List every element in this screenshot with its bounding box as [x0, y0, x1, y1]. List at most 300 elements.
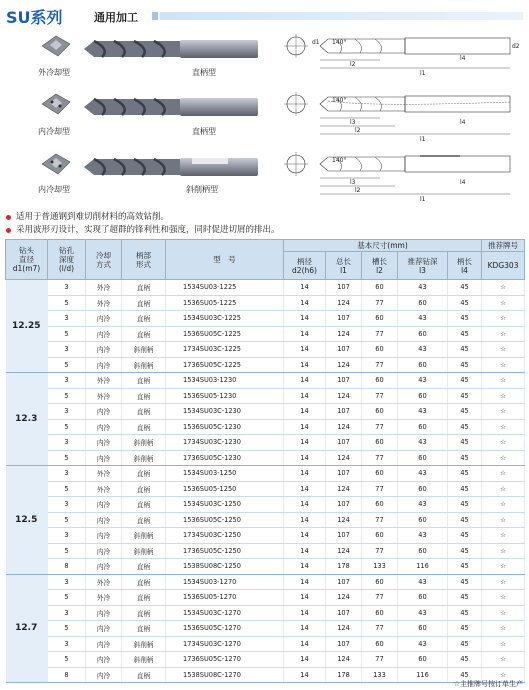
- l2-cell: 60: [362, 435, 398, 451]
- cooling-label: 外冷却型: [38, 68, 70, 77]
- d2-cell: 14: [284, 357, 326, 373]
- l3-cell: 60: [398, 621, 448, 637]
- model-cell: 1536SU05C-1250: [166, 512, 284, 528]
- l3-cell: 60: [398, 295, 448, 311]
- l2-cell: 77: [362, 512, 398, 528]
- col-depth: 钻孔 深度 (l/d): [48, 240, 86, 280]
- depth-cell: 5: [48, 512, 86, 528]
- depth-cell: 5: [48, 326, 86, 342]
- l1-cell: 124: [326, 543, 362, 559]
- cooling-cell: 内冷: [86, 667, 122, 683]
- cooling-cell: 外冷: [86, 481, 122, 497]
- d2-cell: 14: [284, 295, 326, 311]
- grade-cell: ☆: [482, 636, 525, 652]
- shank-label: 直柄型: [192, 127, 216, 136]
- col-d2: 柄径 d2(h6): [284, 252, 326, 280]
- col-dia: 钻头 直径 d1(m7): [6, 240, 48, 280]
- cooling-cell: 外冷: [86, 466, 122, 482]
- l3-cell: 60: [398, 512, 448, 528]
- shank-cell: 直柄: [122, 373, 166, 389]
- d2-cell: 14: [284, 574, 326, 590]
- svg-text:l4: l4: [460, 179, 466, 186]
- cooling-cell: 内冷: [86, 512, 122, 528]
- col-cooling: 冷却 方式: [86, 240, 122, 280]
- diameter-cell: 12.25: [6, 280, 48, 373]
- d2-cell: 14: [284, 636, 326, 652]
- shank-label: 直柄型: [192, 68, 216, 77]
- d2-cell: 14: [284, 559, 326, 575]
- l4-cell: 45: [448, 667, 482, 683]
- l4-cell: 45: [448, 481, 482, 497]
- drill-row-external: [0, 30, 529, 88]
- cooling-cell: 内冷: [86, 342, 122, 358]
- model-cell: 1538SU08C-1250: [166, 559, 284, 575]
- model-cell: 1536SU05-1230: [166, 388, 284, 404]
- cooling-cell: 内冷: [86, 528, 122, 544]
- l2-cell: 60: [362, 342, 398, 358]
- table-row: [6, 404, 525, 420]
- shank-cell: 直柄: [122, 497, 166, 513]
- d2-cell: 14: [284, 466, 326, 482]
- l1-cell: 178: [326, 667, 362, 683]
- depth-cell: 3: [48, 497, 86, 513]
- d2-cell: 14: [284, 605, 326, 621]
- svg-text:l1: l1: [420, 196, 426, 203]
- l3-cell: 60: [398, 419, 448, 435]
- grade-cell: ☆: [482, 311, 525, 327]
- l4-cell: 45: [448, 497, 482, 513]
- d2-cell: 14: [284, 280, 326, 296]
- l4-cell: 45: [448, 543, 482, 559]
- l3-cell: 60: [398, 326, 448, 342]
- l3-cell: 60: [398, 481, 448, 497]
- model-cell: 1736SU05C-1270: [166, 652, 284, 668]
- table-row: [6, 636, 525, 652]
- d2-cell: 14: [284, 326, 326, 342]
- drill-tip-icon: [36, 152, 76, 176]
- technical-drawing-3: [280, 148, 525, 206]
- depth-cell: 5: [48, 450, 86, 466]
- shank-cell: 斜削柄: [122, 636, 166, 652]
- grade-cell: ☆: [482, 435, 525, 451]
- l4-cell: 45: [448, 528, 482, 544]
- depth-cell: 3: [48, 636, 86, 652]
- grade-cell: ☆: [482, 357, 525, 373]
- l3-cell: 43: [398, 280, 448, 296]
- bullet-icon: [6, 228, 11, 233]
- col-grade-code: KDG303: [482, 252, 525, 280]
- drill-row-flatted: [0, 148, 529, 206]
- cooling-cell: 外冷: [86, 590, 122, 606]
- depth-cell: 5: [48, 357, 86, 373]
- l2-cell: 60: [362, 311, 398, 327]
- d2-cell: 14: [284, 652, 326, 668]
- l4-cell: 45: [448, 652, 482, 668]
- cooling-cell: 内冷: [86, 497, 122, 513]
- table-row: [6, 528, 525, 544]
- l3-cell: 43: [398, 435, 448, 451]
- l1-cell: 107: [326, 435, 362, 451]
- shank-cell: 直柄: [122, 326, 166, 342]
- drill-tip-icon: [36, 92, 76, 116]
- l1-cell: 124: [326, 450, 362, 466]
- table-row: [6, 419, 525, 435]
- l3-cell: 43: [398, 466, 448, 482]
- grade-cell: ☆: [482, 605, 525, 621]
- drill-image-straight: [80, 34, 260, 64]
- table-row: [6, 621, 525, 637]
- model-cell: 1536SU05C-1225: [166, 326, 284, 342]
- depth-cell: 5: [48, 481, 86, 497]
- series-subtitle: 通用加工: [94, 11, 138, 24]
- l1-cell: 178: [326, 559, 362, 575]
- table-row: [6, 280, 525, 296]
- table-row: [6, 590, 525, 606]
- model-cell: 1534SU03-1230: [166, 373, 284, 389]
- table-row: [6, 481, 525, 497]
- model-cell: 1538SU08C-1270: [166, 667, 284, 683]
- model-cell: 1536SU05-1270: [166, 590, 284, 606]
- grade-cell: ☆: [482, 280, 525, 296]
- cooling-cell: 内冷: [86, 326, 122, 342]
- l1-cell: 107: [326, 280, 362, 296]
- grade-cell: ☆: [482, 528, 525, 544]
- shank-cell: 直柄: [122, 419, 166, 435]
- l4-cell: 45: [448, 450, 482, 466]
- drill-row-internal: [0, 88, 529, 146]
- l4-cell: 45: [448, 419, 482, 435]
- cooling-cell: 内冷: [86, 621, 122, 637]
- l4-cell: 45: [448, 605, 482, 621]
- d2-cell: 14: [284, 388, 326, 404]
- model-cell: 1734SU03C-1225: [166, 342, 284, 358]
- depth-cell: 3: [48, 404, 86, 420]
- grade-cell: ☆: [482, 326, 525, 342]
- l1-cell: 107: [326, 466, 362, 482]
- cooling-cell: 外冷: [86, 280, 122, 296]
- note-item: 适用于普通钢到难切削材料的高效钻削。: [6, 211, 280, 224]
- shank-cell: 斜削柄: [122, 435, 166, 451]
- l2-cell: 77: [362, 450, 398, 466]
- l4-cell: 45: [448, 574, 482, 590]
- l1-cell: 107: [326, 404, 362, 420]
- l3-cell: 43: [398, 342, 448, 358]
- l2-cell: 77: [362, 357, 398, 373]
- drill-tip-icon: [36, 34, 76, 58]
- svg-text:l3: l3: [350, 179, 356, 186]
- l1-cell: 124: [326, 326, 362, 342]
- model-cell: 1536SU05-1250: [166, 481, 284, 497]
- svg-text:140°: 140°: [332, 157, 347, 164]
- model-cell: 1734SU03C-1250: [166, 528, 284, 544]
- l2-cell: 77: [362, 419, 398, 435]
- depth-cell: 5: [48, 590, 86, 606]
- l4-cell: 45: [448, 388, 482, 404]
- depth-cell: 5: [48, 621, 86, 637]
- model-cell: 1534SU03C-1225: [166, 311, 284, 327]
- depth-cell: 3: [48, 528, 86, 544]
- shank-cell: 直柄: [122, 404, 166, 420]
- grade-cell: ☆: [482, 450, 525, 466]
- shank-cell: 斜削柄: [122, 342, 166, 358]
- cooling-cell: 内冷: [86, 652, 122, 668]
- diameter-cell: 12.5: [6, 466, 48, 575]
- shank-cell: 直柄: [122, 388, 166, 404]
- l2-cell: 77: [362, 621, 398, 637]
- depth-cell: 3: [48, 435, 86, 451]
- table-row: [6, 512, 525, 528]
- l3-cell: 60: [398, 388, 448, 404]
- cooling-cell: 内冷: [86, 311, 122, 327]
- l3-cell: 43: [398, 605, 448, 621]
- depth-cell: 3: [48, 574, 86, 590]
- spec-table: [5, 239, 525, 683]
- d2-cell: 14: [284, 404, 326, 420]
- l2-cell: 77: [362, 481, 398, 497]
- shank-cell: 直柄: [122, 621, 166, 637]
- table-row: [6, 543, 525, 559]
- depth-cell: 3: [48, 280, 86, 296]
- grade-cell: ☆: [482, 481, 525, 497]
- d2-cell: 14: [284, 621, 326, 637]
- l2-cell: 60: [362, 636, 398, 652]
- depth-cell: 3: [48, 466, 86, 482]
- table-row: [6, 388, 525, 404]
- diameter-cell: 12.3: [6, 373, 48, 466]
- svg-text:l4: l4: [460, 55, 466, 62]
- bullet-icon: [6, 215, 11, 220]
- grade-cell: ☆: [482, 590, 525, 606]
- shank-cell: 直柄: [122, 605, 166, 621]
- model-cell: 1536SU05-1225: [166, 295, 284, 311]
- l2-cell: 133: [362, 667, 398, 683]
- spec-table-body: [6, 280, 525, 683]
- l3-cell: 43: [398, 574, 448, 590]
- l1-cell: 107: [326, 373, 362, 389]
- d2-cell: 14: [284, 481, 326, 497]
- l1-cell: 107: [326, 342, 362, 358]
- l2-cell: 77: [362, 543, 398, 559]
- cooling-cell: 内冷: [86, 435, 122, 451]
- l3-cell: 60: [398, 450, 448, 466]
- shank-cell: 直柄: [122, 466, 166, 482]
- table-row: [6, 450, 525, 466]
- l4-cell: 45: [448, 621, 482, 637]
- grade-cell: ☆: [482, 543, 525, 559]
- depth-cell: 3: [48, 342, 86, 358]
- l3-cell: 60: [398, 590, 448, 606]
- l1-cell: 124: [326, 652, 362, 668]
- table-row: [6, 311, 525, 327]
- table-row: [6, 342, 525, 358]
- l1-cell: 124: [326, 357, 362, 373]
- grade-cell: ☆: [482, 512, 525, 528]
- svg-text:l1: l1: [420, 70, 426, 77]
- l1-cell: 107: [326, 311, 362, 327]
- table-row: [6, 357, 525, 373]
- grade-cell: ☆: [482, 342, 525, 358]
- note-item: 采用波形刃设计，实现了超群的锋利性和强度，同时促进切屑的排出。: [6, 224, 280, 237]
- cooling-cell: 外冷: [86, 574, 122, 590]
- model-cell: 1534SU03C-1270: [166, 605, 284, 621]
- l3-cell: 60: [398, 357, 448, 373]
- d2-cell: 14: [284, 450, 326, 466]
- table-row: [6, 435, 525, 451]
- model-cell: 1736SU05C-1230: [166, 450, 284, 466]
- page-header: [6, 4, 523, 28]
- l2-cell: 60: [362, 404, 398, 420]
- svg-text:l4: l4: [460, 119, 466, 126]
- l2-cell: 60: [362, 574, 398, 590]
- l4-cell: 45: [448, 373, 482, 389]
- table-row: [6, 559, 525, 575]
- l4-cell: 45: [448, 466, 482, 482]
- l4-cell: 45: [448, 559, 482, 575]
- l2-cell: 60: [362, 605, 398, 621]
- table-row: [6, 574, 525, 590]
- l2-cell: 60: [362, 528, 398, 544]
- l4-cell: 45: [448, 326, 482, 342]
- depth-cell: 5: [48, 419, 86, 435]
- shank-cell: 直柄: [122, 559, 166, 575]
- l4-cell: 45: [448, 311, 482, 327]
- depth-cell: 5: [48, 652, 86, 668]
- svg-text:140°: 140°: [332, 97, 347, 104]
- svg-text:l1: l1: [420, 136, 426, 143]
- l1-cell: 107: [326, 636, 362, 652]
- l4-cell: 45: [448, 512, 482, 528]
- model-cell: 1534SU03C-1250: [166, 497, 284, 513]
- shank-cell: 斜削柄: [122, 528, 166, 544]
- model-cell: 1534SU03-1270: [166, 574, 284, 590]
- l4-cell: 45: [448, 357, 482, 373]
- col-l1: 总长 l1: [326, 252, 362, 280]
- d2-cell: 14: [284, 435, 326, 451]
- footer-note: ☆主推牌号按订单生产: [453, 680, 523, 688]
- cooling-cell: 内冷: [86, 605, 122, 621]
- cooling-label: 内冷却型: [38, 185, 70, 194]
- cooling-cell: 外冷: [86, 388, 122, 404]
- table-row: [6, 667, 525, 683]
- l1-cell: 107: [326, 528, 362, 544]
- grade-cell: ☆: [482, 295, 525, 311]
- l2-cell: 60: [362, 497, 398, 513]
- cooling-cell: 内冷: [86, 636, 122, 652]
- l1-cell: 124: [326, 621, 362, 637]
- l3-cell: 43: [398, 497, 448, 513]
- l1-cell: 107: [326, 605, 362, 621]
- angle-label: 140°: [332, 39, 347, 46]
- drill-image-straight-coolant: [80, 92, 260, 122]
- l1-cell: 124: [326, 388, 362, 404]
- col-basic-size: 基本尺寸(mm): [284, 240, 482, 252]
- shank-cell: 斜削柄: [122, 652, 166, 668]
- d2-cell: 14: [284, 342, 326, 358]
- col-grade: 推荐牌号: [482, 240, 525, 252]
- shank-cell: 斜削柄: [122, 357, 166, 373]
- d2-cell: 14: [284, 512, 326, 528]
- l2-cell: 60: [362, 373, 398, 389]
- table-row: [6, 373, 525, 389]
- table-row: [6, 466, 525, 482]
- l3-cell: 116: [398, 559, 448, 575]
- grade-cell: ☆: [482, 373, 525, 389]
- svg-text:l2: l2: [355, 127, 361, 134]
- grade-cell: ☆: [482, 466, 525, 482]
- grade-cell: ☆: [482, 621, 525, 637]
- shank-label: 斜削柄型: [186, 185, 218, 194]
- l2-cell: 133: [362, 559, 398, 575]
- l1-cell: 124: [326, 512, 362, 528]
- d2-cell: 14: [284, 311, 326, 327]
- model-cell: 1536SU05C-1270: [166, 621, 284, 637]
- cooling-label: 内冷却型: [38, 127, 70, 136]
- shank-cell: 直柄: [122, 574, 166, 590]
- shank-cell: 斜削柄: [122, 543, 166, 559]
- l4-cell: 45: [448, 342, 482, 358]
- d2-cell: 14: [284, 419, 326, 435]
- series-title: SU系列: [6, 8, 63, 27]
- l2-cell: 60: [362, 466, 398, 482]
- table-row: [6, 652, 525, 668]
- shank-cell: 直柄: [122, 481, 166, 497]
- svg-text:l2: l2: [350, 61, 356, 68]
- svg-text:l3: l3: [350, 119, 356, 126]
- l3-cell: 43: [398, 373, 448, 389]
- cooling-cell: 内冷: [86, 559, 122, 575]
- shank-cell: 直柄: [122, 590, 166, 606]
- diameter-cell: 12.7: [6, 574, 48, 683]
- depth-cell: 3: [48, 605, 86, 621]
- model-cell: 1534SU03-1225: [166, 280, 284, 296]
- l3-cell: 43: [398, 636, 448, 652]
- depth-cell: 3: [48, 311, 86, 327]
- d2-cell: 14: [284, 543, 326, 559]
- l1-cell: 124: [326, 295, 362, 311]
- depth-cell: 3: [48, 373, 86, 389]
- drill-illustrations: [0, 30, 529, 205]
- l2-cell: 77: [362, 388, 398, 404]
- col-l4: 柄长 l4: [448, 252, 482, 280]
- cooling-cell: 外冷: [86, 295, 122, 311]
- depth-cell: 5: [48, 543, 86, 559]
- shank-cell: 直柄: [122, 295, 166, 311]
- l3-cell: 60: [398, 543, 448, 559]
- l2-cell: 77: [362, 590, 398, 606]
- l4-cell: 45: [448, 404, 482, 420]
- l2-cell: 77: [362, 652, 398, 668]
- model-cell: 1534SU03-1250: [166, 466, 284, 482]
- col-shank: 柄部 形式: [122, 240, 166, 280]
- d2-cell: 14: [284, 590, 326, 606]
- grade-cell: ☆: [482, 652, 525, 668]
- l3-cell: 60: [398, 652, 448, 668]
- l3-cell: 43: [398, 311, 448, 327]
- shank-cell: 直柄: [122, 512, 166, 528]
- model-cell: 1534SU03C-1230: [166, 404, 284, 420]
- grade-cell: ☆: [482, 419, 525, 435]
- l4-cell: 45: [448, 590, 482, 606]
- l3-cell: 43: [398, 404, 448, 420]
- technical-drawing-1: [280, 30, 525, 88]
- model-cell: 1734SU03C-1230: [166, 435, 284, 451]
- table-row: [6, 295, 525, 311]
- header-bar: [160, 12, 523, 20]
- l3-cell: 116: [398, 667, 448, 683]
- l2-cell: 77: [362, 326, 398, 342]
- l1-cell: 124: [326, 481, 362, 497]
- l4-cell: 45: [448, 636, 482, 652]
